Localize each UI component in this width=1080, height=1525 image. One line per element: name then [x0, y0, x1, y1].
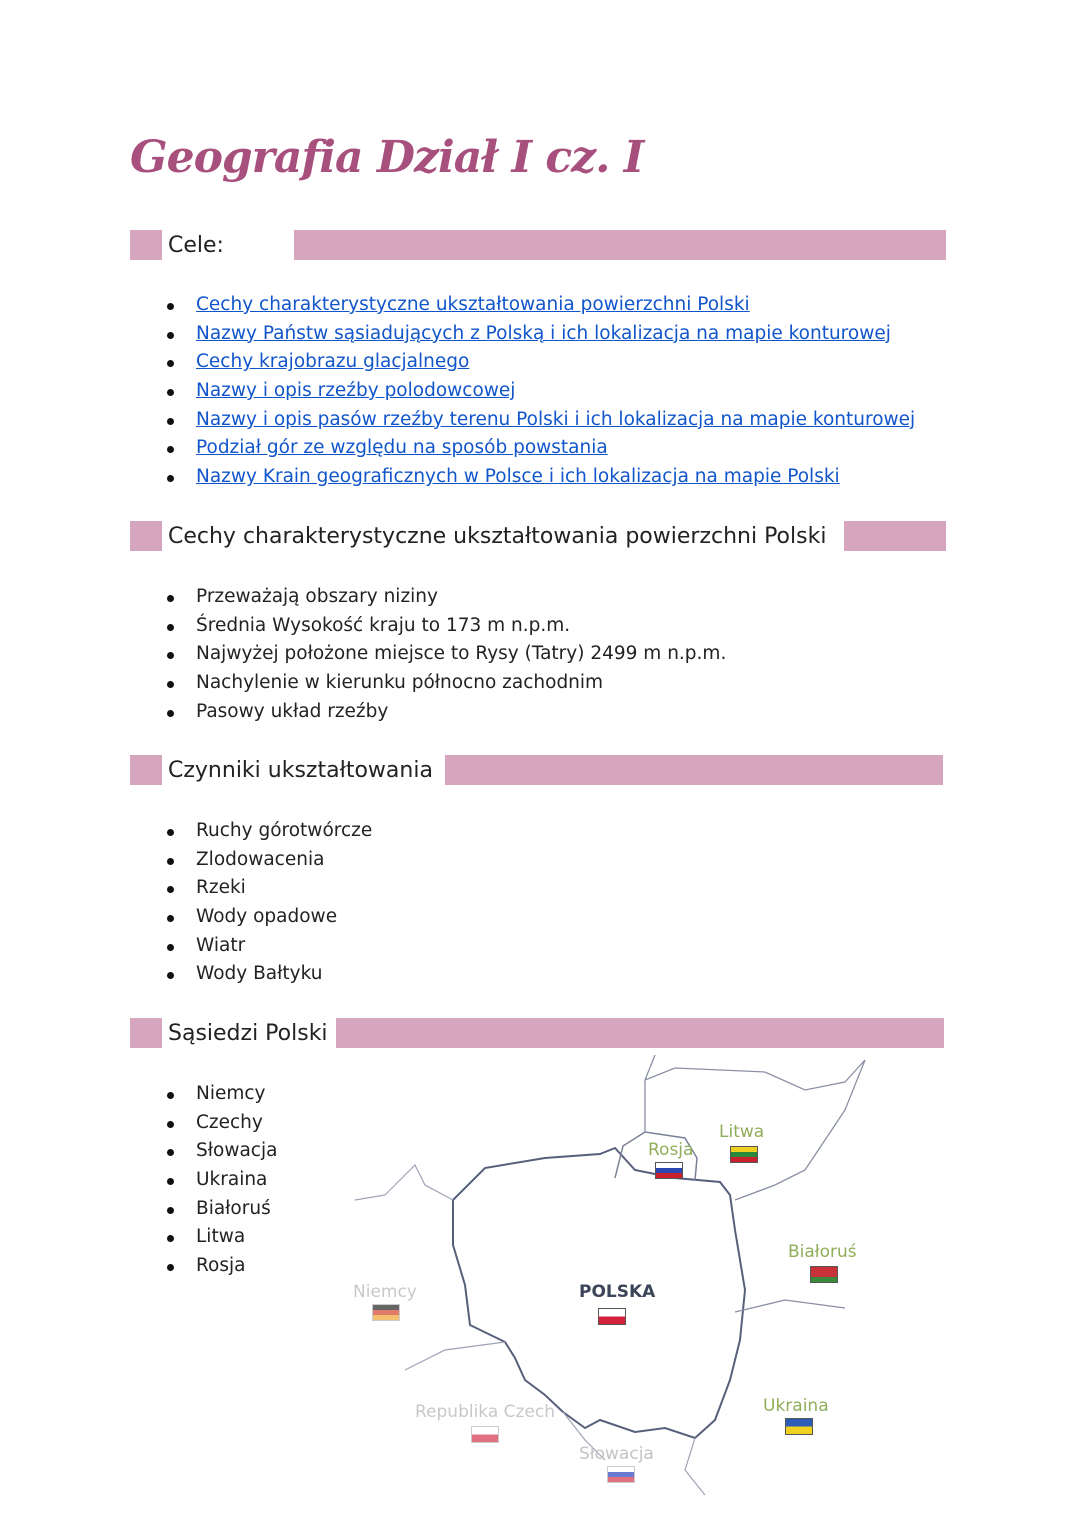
- neighbours-list: [160, 1080, 277, 1281]
- flag-czechia-icon: [471, 1426, 499, 1443]
- list-item[interactable]: [160, 406, 915, 435]
- heading-bar: [336, 1018, 944, 1048]
- map-label-slowacja: Słowacja: [579, 1444, 654, 1464]
- features-list: [160, 583, 726, 726]
- list-item: Rzeki: [160, 874, 372, 903]
- flag-belarus-icon: [810, 1266, 838, 1283]
- map-label-rosja: Rosja: [648, 1140, 694, 1160]
- section-heading-cele: [130, 230, 946, 260]
- map-label-niemcy: Niemcy: [353, 1282, 417, 1302]
- section-heading-czynniki: [130, 755, 943, 785]
- list-item: Wody opadowe: [160, 903, 372, 932]
- heading-label: Cechy charakterystyczne ukształtowania powierzchni Polski: [168, 523, 827, 549]
- heading-bar: [294, 230, 946, 260]
- list-item: Słowacja: [160, 1137, 277, 1166]
- heading-label: Sąsiedzi Polski: [168, 1020, 328, 1046]
- goal-link[interactable]: Nazwy i opis rzeźby polodowcowej: [196, 380, 516, 402]
- flag-ukraine-icon: [785, 1418, 813, 1435]
- page-title: Geografia Dział I cz. I: [130, 132, 644, 183]
- section-heading-cechy: [130, 521, 946, 551]
- goal-link[interactable]: Nazwy i opis pasów rzeźby terenu Polski i ich lokalizacja na mapie konturowej: [196, 408, 916, 430]
- list-item: Zlodowacenia: [160, 846, 372, 875]
- list-item[interactable]: [160, 434, 915, 463]
- list-item: Przeważają obszary niziny: [160, 583, 726, 612]
- list-item: Wiatr: [160, 932, 372, 961]
- goal-link[interactable]: Nazwy Państw sąsiadujących z Polską i ich lokalizacja na mapie konturowej: [196, 322, 891, 344]
- poland-neighbours-map: [345, 1050, 905, 1510]
- list-item: Ukraina: [160, 1166, 277, 1195]
- flag-russia-icon: [655, 1162, 683, 1179]
- flag-lithuania-icon: [730, 1146, 758, 1163]
- heading-marker: [130, 1018, 162, 1048]
- flag-slovakia-icon: [607, 1466, 635, 1483]
- map-label-polska: POLSKA: [579, 1282, 656, 1302]
- list-item[interactable]: [160, 463, 915, 492]
- goals-list: [160, 291, 915, 492]
- heading-bar: [844, 521, 946, 551]
- section-heading-sasiedzi: [130, 1018, 944, 1048]
- list-item: Litwa: [160, 1223, 277, 1252]
- factors-list: [160, 817, 372, 989]
- list-item: Niemcy: [160, 1080, 277, 1109]
- list-item: Białoruś: [160, 1195, 277, 1224]
- map-label-czechy: Republika Czech: [415, 1402, 556, 1422]
- list-item: Ruchy górotwórcze: [160, 817, 372, 846]
- list-item: Pasowy układ rzeźby: [160, 698, 726, 727]
- list-item[interactable]: [160, 320, 915, 349]
- list-item: Czechy: [160, 1109, 277, 1138]
- heading-marker: [130, 230, 162, 260]
- map-label-ukraina: Ukraina: [763, 1396, 829, 1416]
- heading-marker: [130, 521, 162, 551]
- list-item[interactable]: [160, 348, 915, 377]
- heading-marker: [130, 755, 162, 785]
- list-item[interactable]: [160, 377, 915, 406]
- heading-bar: [445, 755, 943, 785]
- map-label-litwa: Litwa: [719, 1122, 765, 1142]
- flag-germany-icon: [372, 1304, 400, 1321]
- heading-label: Czynniki ukształtowania: [168, 757, 433, 783]
- goal-link[interactable]: Cechy charakterystyczne ukształtowania powierzchni Polski: [196, 294, 750, 315]
- flag-poland-icon: [598, 1308, 626, 1325]
- list-item[interactable]: [160, 291, 915, 320]
- heading-label: Cele:: [168, 232, 224, 258]
- list-item: Najwyżej położone miejsce to Rysy (Tatry) 2499 m n.p.m.: [160, 640, 726, 669]
- goal-link[interactable]: Cechy krajobrazu glacjalnego: [196, 351, 470, 373]
- list-item: Rosja: [160, 1252, 277, 1281]
- map-label-bialorus: Białoruś: [788, 1242, 857, 1262]
- list-item: Nachylenie w kierunku północno zachodnim: [160, 669, 726, 698]
- goal-link[interactable]: Podział gór ze względu na sposób powstania: [196, 437, 608, 459]
- list-item: Wody Bałtyku: [160, 960, 372, 989]
- goal-link[interactable]: Nazwy Krain geograficznych w Polsce i ich lokalizacja na mapie Polski: [196, 466, 840, 488]
- list-item: Średnia Wysokość kraju to 173 m n.p.m.: [160, 612, 726, 641]
